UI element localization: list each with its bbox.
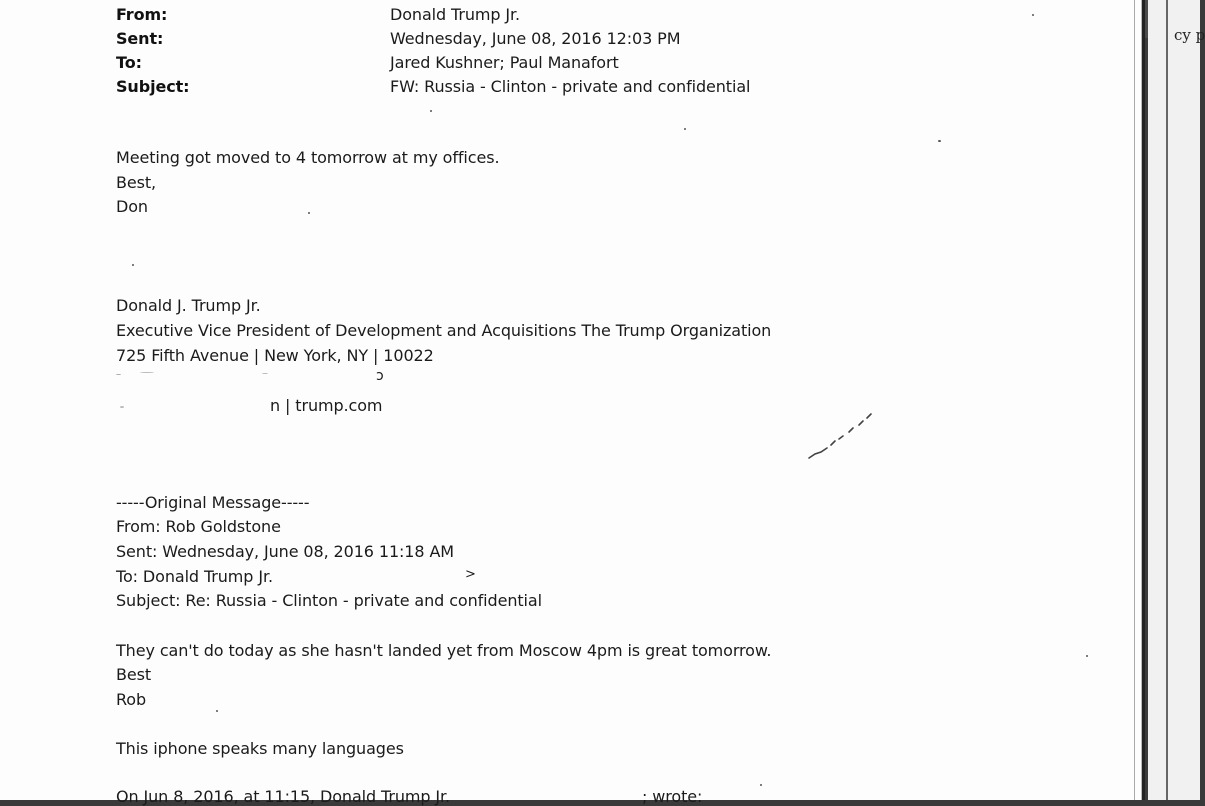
scan-speck — [1032, 14, 1034, 16]
body-line-1: Meeting got moved to 4 tomorrow at my offices. — [116, 148, 500, 167]
to-value: Jared Kushner; Paul Manafort — [390, 53, 619, 72]
to-label: To: — [116, 53, 142, 72]
viewer-right-gutter — [1148, 0, 1200, 800]
redaction-residue — [262, 373, 268, 374]
signature-web: n | trump.com — [270, 396, 383, 415]
original-to-fragment: > — [465, 567, 476, 582]
signature-address: 725 Fifth Avenue | New York, NY | 10022 — [116, 346, 434, 365]
scan-speck — [132, 264, 134, 266]
scan-speck — [1086, 655, 1088, 657]
from-value: Donald Trump Jr. — [390, 5, 521, 24]
original-from: From: Rob Goldstone — [116, 517, 281, 536]
sent-value: Wednesday, June 08, 2016 12:03 PM — [390, 29, 681, 48]
original-body-2: Best — [116, 665, 152, 684]
scan-speck — [684, 128, 686, 130]
body-line-2: Best, — [116, 173, 157, 192]
sheet-edge — [1134, 0, 1135, 800]
original-to: To: Donald Trump Jr. — [116, 567, 273, 586]
original-divider: -----Original Message----- — [116, 493, 310, 512]
scan-speck — [938, 140, 941, 142]
from-label: From: — [116, 5, 168, 24]
signature-redacted-fragment: ɔ — [376, 368, 384, 384]
redaction-residue — [140, 372, 154, 373]
subject-value: FW: Russia - Clinton - private and confidential — [390, 77, 751, 96]
scan-speck — [308, 212, 310, 214]
redaction-residue — [116, 374, 121, 375]
redaction-residue — [120, 406, 124, 408]
pen-scribble-mark — [805, 408, 877, 464]
signature-title: Executive Vice President of Development and Acquisitions The Trump Organization — [116, 321, 772, 340]
original-sent: Sent: Wednesday, June 08, 2016 11:18 AM — [116, 542, 455, 561]
original-subject: Subject: Re: Russia - Clinton - private and confidential — [116, 591, 542, 610]
viewer-gutter-line — [1166, 0, 1168, 800]
sent-label: Sent: — [116, 29, 164, 48]
original-footer: This iphone speaks many languages — [116, 739, 404, 758]
reply-end: ; wrote: — [642, 787, 703, 806]
scan-speck — [760, 784, 762, 786]
scan-speck — [216, 710, 218, 712]
signature-name: Donald J. Trump Jr. — [116, 296, 261, 315]
reply-start: On Jun 8, 2016, at 11:15, Donald Trump Jr. — [116, 787, 451, 806]
subject-label: Subject: — [116, 77, 190, 96]
original-body-3: Rob — [116, 690, 147, 709]
viewer-edge-text: cy p — [1174, 26, 1205, 44]
scan-speck — [430, 110, 432, 112]
body-line-3: Don — [116, 197, 148, 216]
original-body-1: They can't do today as she hasn't landed yet from Moscow 4pm is great tomorrow. — [116, 641, 772, 660]
